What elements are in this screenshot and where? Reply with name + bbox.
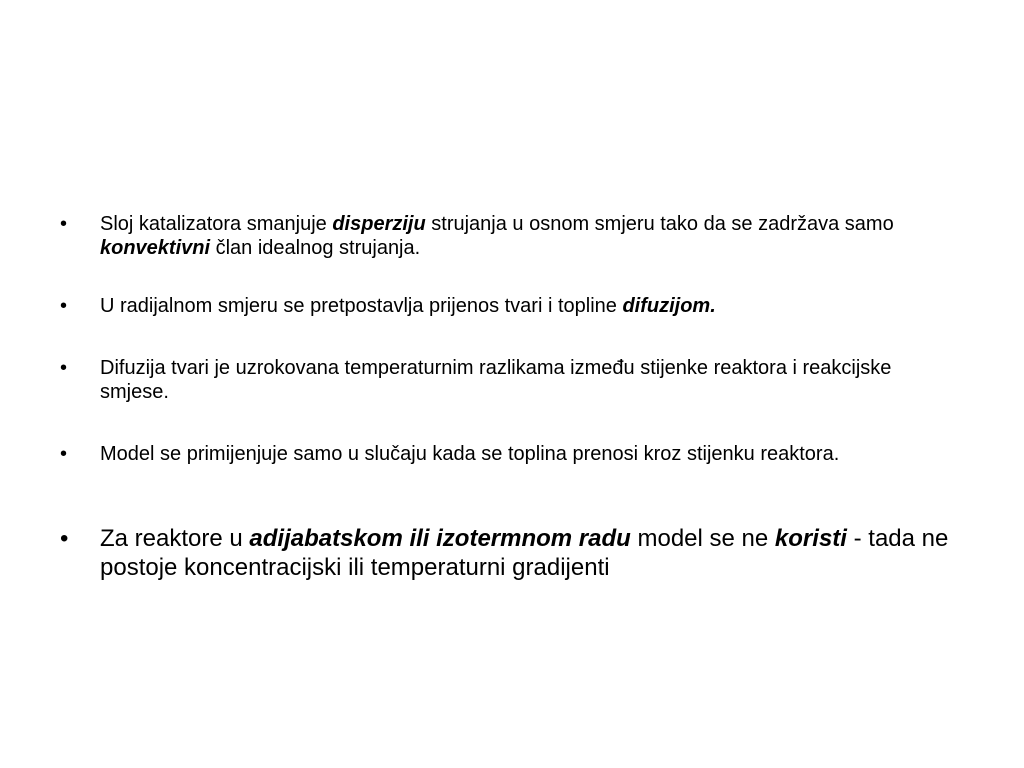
- text-segment: - tada ne postoje koncentracijski ili temperaturni gradijenti: [100, 525, 949, 581]
- text-segment: Difuzija tvari je uzrokovana temperaturnim razlikama između stijenke reaktora i reakcijske smjese.: [100, 357, 892, 403]
- bullet-text: [100, 357, 891, 403]
- emphasis-term: disperziju: [332, 213, 426, 235]
- emphasis-term: konvektivni: [100, 237, 211, 259]
- bullet-item-radial-diffusion: [60, 294, 960, 318]
- bullet-item-model-application: [60, 442, 960, 466]
- bullet-item-dispersion: [60, 212, 960, 260]
- text-segment: član idealnog strujanja.: [210, 237, 421, 259]
- text-segment: U radijalnom smjeru se pretpostavlja prijenos tvari i topline: [100, 295, 623, 317]
- bullet-text: [100, 295, 716, 317]
- bullet-point-icon: •: [60, 357, 68, 379]
- bullet-point-icon: •: [60, 213, 68, 235]
- text-segment: Sloj katalizatora smanjuje: [100, 213, 333, 235]
- text-segment: model se ne: [630, 525, 775, 552]
- emphasis-term: difuzijom.: [622, 295, 716, 317]
- emphasis-term: adijabatskom ili izotermnom radu: [249, 525, 631, 552]
- bullet-point-icon: •: [60, 295, 68, 317]
- emphasis-term: koristi: [774, 525, 847, 552]
- text-segment: strujanja u osnom smjeru tako da se zadržava samo: [425, 213, 894, 235]
- bullet-list: [60, 212, 960, 582]
- text-segment: Za reaktore u: [100, 525, 250, 552]
- bullet-item-diffusion-cause: [60, 356, 960, 404]
- bullet-item-adiabatic-isothermal: [60, 524, 960, 582]
- bullet-point-icon: •: [60, 525, 69, 552]
- text-segment: Model se primijenjuje samo u slučaju kada se toplina prenosi kroz stijenku reaktora.: [100, 443, 840, 465]
- bullet-point-icon: •: [60, 443, 68, 465]
- bullet-text: [100, 443, 839, 465]
- bullet-text: [100, 525, 948, 581]
- bullet-text: [100, 213, 894, 259]
